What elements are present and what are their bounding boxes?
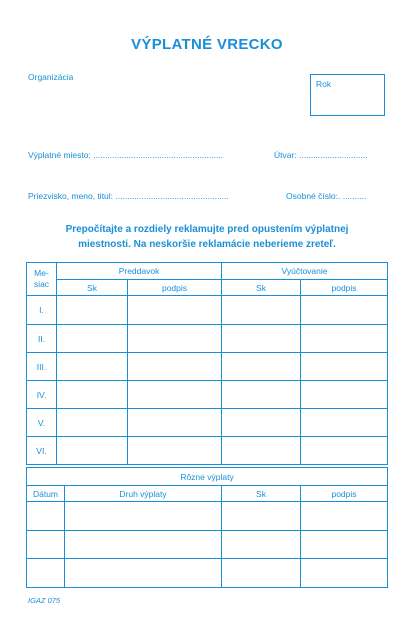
osobne-cislo-field[interactable]: Osobné číslo:. ..........	[286, 191, 367, 201]
cell[interactable]	[27, 531, 65, 559]
sk-header: Sk	[222, 486, 301, 502]
cell[interactable]	[222, 381, 301, 409]
cell[interactable]	[301, 409, 388, 437]
cell[interactable]	[128, 381, 222, 409]
cell[interactable]	[65, 531, 222, 559]
notice-line-2: miestnosti. Na neskoršie reklamácie neberieme zreteľ.	[78, 239, 336, 250]
organizacia-label: Organizácia	[28, 72, 74, 82]
vyplatne-miesto-field[interactable]: Výplatné miesto: .......................................................	[28, 150, 224, 160]
cell[interactable]	[301, 353, 388, 381]
datum-header: Dátum	[27, 486, 65, 502]
table-row	[27, 381, 388, 409]
cell[interactable]	[65, 559, 222, 588]
rok-label: Rok	[316, 79, 332, 89]
cell[interactable]	[57, 296, 128, 325]
table-row	[27, 502, 388, 531]
utvar-field[interactable]: Útvar: .............................	[274, 150, 368, 160]
priezvisko-field[interactable]: Priezvisko, meno, titul: ................................................	[28, 191, 229, 201]
cell[interactable]	[57, 353, 128, 381]
table-row	[27, 437, 388, 465]
mesiac-header: Me- siac	[27, 263, 57, 296]
cell[interactable]	[128, 353, 222, 381]
cell[interactable]	[128, 296, 222, 325]
sk-header-2: Sk	[222, 280, 301, 296]
table-row	[27, 296, 388, 325]
cell[interactable]	[301, 296, 388, 325]
table-row	[27, 559, 388, 588]
cell[interactable]	[222, 353, 301, 381]
podpis-header-2: podpis	[301, 280, 388, 296]
vyuctovanie-header: Vyúčtovanie	[222, 263, 388, 280]
notice-text	[28, 222, 386, 252]
month-label: II.	[27, 325, 57, 353]
month-label: VI.	[27, 437, 57, 465]
cell[interactable]	[222, 409, 301, 437]
cell[interactable]	[57, 325, 128, 353]
month-label: III.	[27, 353, 57, 381]
cell[interactable]	[222, 531, 301, 559]
month-label: IV.	[27, 381, 57, 409]
cell[interactable]	[65, 502, 222, 531]
druh-vyplaty-header: Druh výplaty	[65, 486, 222, 502]
table-row	[27, 325, 388, 353]
cell[interactable]	[222, 296, 301, 325]
cell[interactable]	[27, 502, 65, 531]
month-label: V.	[27, 409, 57, 437]
cell[interactable]	[57, 409, 128, 437]
cell[interactable]	[128, 437, 222, 465]
table-row	[27, 531, 388, 559]
sk-header-1: Sk	[57, 280, 128, 296]
cell[interactable]	[301, 437, 388, 465]
cell[interactable]	[301, 381, 388, 409]
cell[interactable]	[128, 325, 222, 353]
form-code: IGAZ 075	[28, 596, 61, 605]
cell[interactable]	[222, 559, 301, 588]
cell[interactable]	[301, 531, 388, 559]
month-label: I.	[27, 296, 57, 325]
form-title: VÝPLATNÉ VRECKO	[131, 36, 283, 53]
other-payments-table	[26, 467, 388, 588]
rok-field[interactable]	[310, 74, 385, 116]
table-row	[27, 353, 388, 381]
cell[interactable]	[301, 559, 388, 588]
cell[interactable]	[57, 437, 128, 465]
notice-line-1: Prepočítajte a rozdiely reklamujte pred opustením výplatnej	[65, 224, 349, 235]
cell[interactable]	[222, 325, 301, 353]
cell[interactable]	[222, 437, 301, 465]
cell[interactable]	[27, 559, 65, 588]
cell[interactable]	[222, 502, 301, 531]
monthly-payments-table	[26, 262, 388, 465]
rozne-vyplaty-header: Rôzne výplaty	[27, 468, 388, 486]
cell[interactable]	[57, 381, 128, 409]
podpis-header: podpis	[301, 486, 388, 502]
cell[interactable]	[128, 409, 222, 437]
podpis-header-1: podpis	[128, 280, 222, 296]
cell[interactable]	[301, 502, 388, 531]
cell[interactable]	[301, 325, 388, 353]
table-row	[27, 409, 388, 437]
preddavok-header: Preddavok	[57, 263, 222, 280]
